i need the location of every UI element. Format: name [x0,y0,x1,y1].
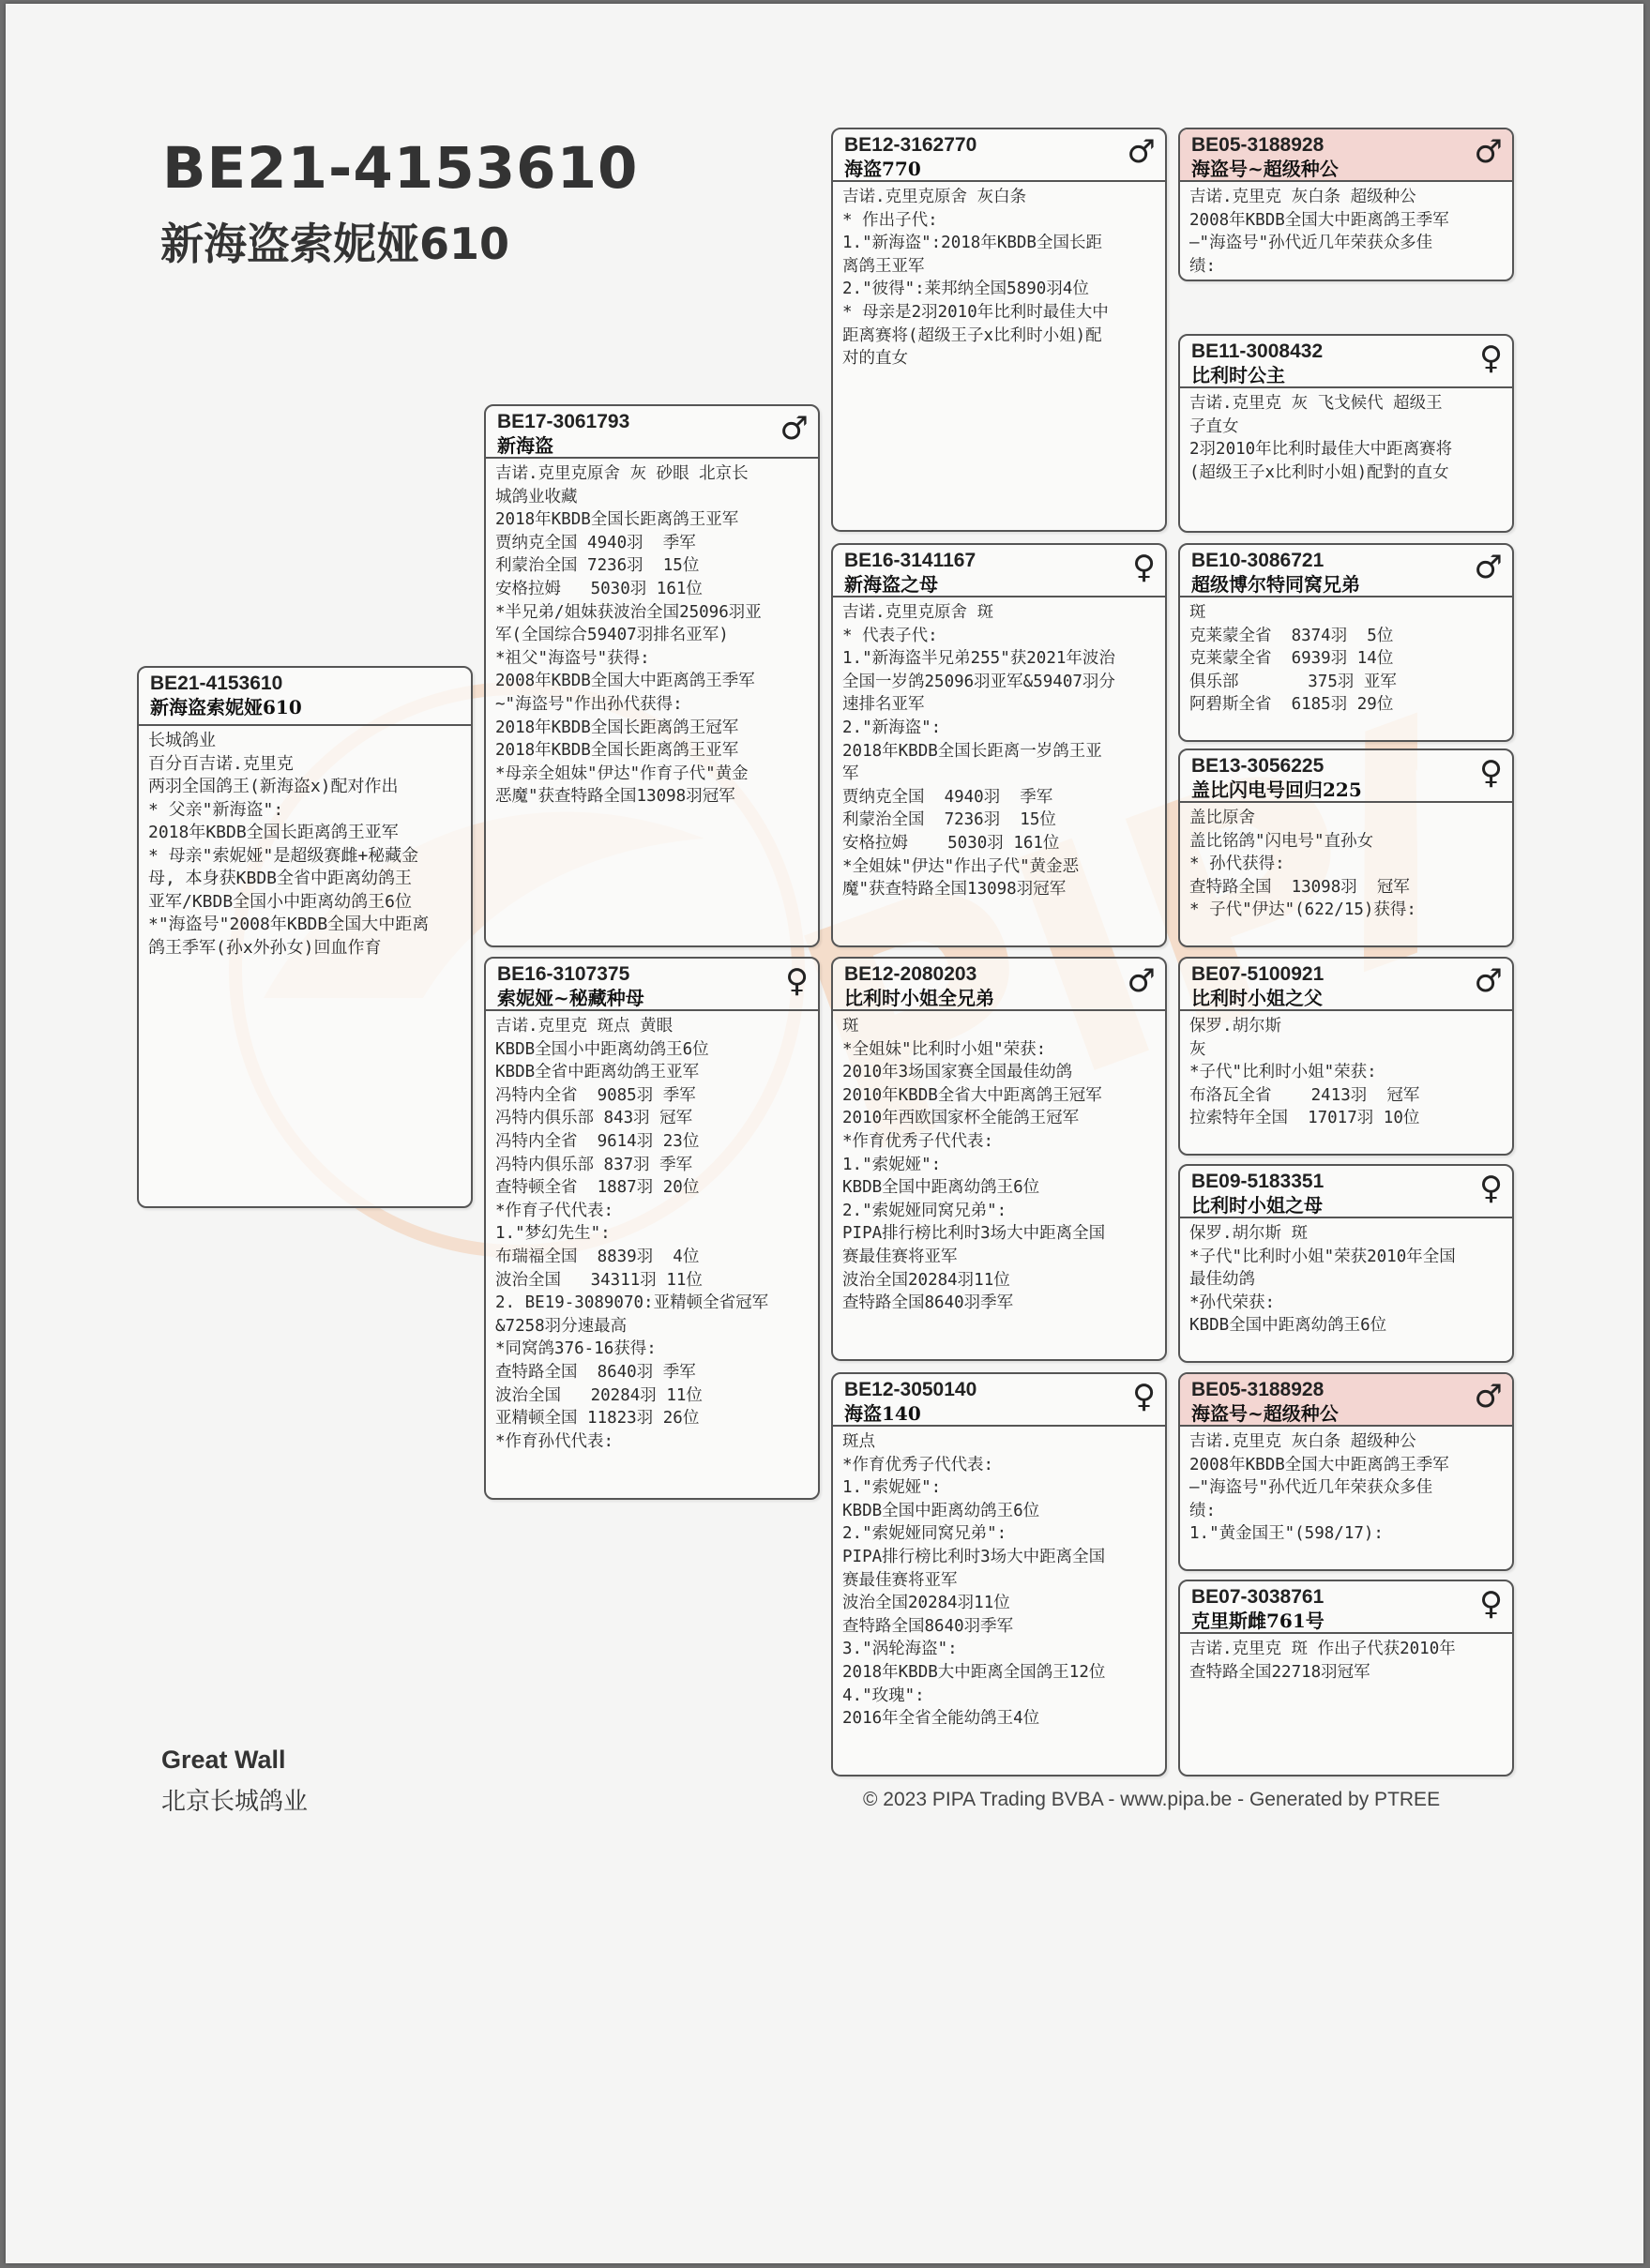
detail-line: 2."索妮娅同窝兄弟": [842,1201,1007,1220]
pigeon-name: 比利时公主 [1191,364,1285,386]
detail-line: 全国一岁鸽25096羽亚军&59407羽分 [842,672,1115,691]
detail-line: 吉诺.克里克 灰白条 超级种公 [1189,188,1416,206]
card-details [1180,388,1512,488]
detail-line: 2008年KBDB全国大中距离鸽王季军 [1189,210,1449,230]
card-header [1180,1581,1512,1634]
detail-line: *"海盗号"2008年KBDB全国大中距离 [148,915,430,934]
ring-number: BE12-2080203 [844,963,977,985]
detail-line: 2."彼得":莱邦纳全国5890羽4位 [842,280,1089,299]
detail-line: 2."新海盗": [842,718,942,737]
ring-number: BE07-5100921 [1191,963,1325,985]
sire-dam-card [831,543,1167,947]
card-details [1180,1634,1512,1687]
detail-line: 查特路全国8640羽季军 [842,1293,1014,1313]
card-details [1180,803,1512,926]
pigeon-name: 海盗号~超级种公 [1191,1402,1339,1425]
pedigree-pigeon-name: 新海盗索妮娅610 [160,219,510,269]
dam-dam-dam-card [1178,1580,1514,1777]
card-header [1180,336,1512,388]
detail-line: (超级王子x比利时小姐)配對的直女 [1189,462,1449,482]
male-icon: ♂ [1474,1378,1503,1415]
detail-line: 吉诺.克里克 灰白条 超级种公 [1189,1432,1416,1451]
card-details [833,597,1165,905]
sire-sire-sire-card [1178,128,1514,281]
card-header [833,129,1165,182]
ring-number: BE12-3050140 [844,1379,977,1400]
detail-line: 2018年KBDB全国长距离鸽王亚军 [495,510,739,530]
breeder-chinese-name: 北京长城鸽业 [161,1788,309,1816]
female-icon: ♀ [1132,1378,1156,1415]
pigeon-name: 索妮娅~秘藏种母 [497,987,644,1009]
detail-line: 吉诺.克里克原舍 灰白条 [842,188,1027,206]
detail-line: 2010年西欧国家杯全能鸽王冠军 [842,1109,1080,1128]
card-header [486,406,818,459]
detail-line: 亚军/KBDB全国小中距离幼鸽王6位 [148,891,413,912]
male-icon: ♂ [1474,549,1503,586]
detail-line: &7258羽分速最高 [495,1316,628,1336]
detail-line: 克莱蒙全省 8374羽 5位 [1189,626,1394,645]
detail-line: 安格拉姆 5030羽 161位 [495,579,703,598]
detail-line: 亚精顿全国 11823羽 26位 [495,1409,700,1429]
ring-number: BE07-3038761 [1191,1586,1325,1608]
detail-line: 两羽全国鸽王(新海盗x)配对作出 [148,777,399,796]
detail-line: 魔"获查特路全国13098羽冠军 [842,880,1067,900]
detail-line: 1."黄金国王"(598/17): [1189,1524,1384,1544]
detail-line: 最佳幼鸽 [1189,1270,1255,1290]
card-header [1180,1166,1512,1218]
detail-line: KBDB全国中距离幼鸽王6位 [842,1178,1040,1198]
detail-line: KBDB全国中距离幼鸽王6位 [842,1501,1040,1520]
detail-line: 冯特内全省 9085羽 季军 [495,1085,696,1105]
detail-line: *母亲全姐妹"伊达"作育子代"黄金 [495,764,749,783]
detail-line: 利蒙治全国 7236羽 15位 [495,556,700,576]
female-icon: ♀ [1479,1585,1503,1623]
detail-line: * 母亲"索妮娅"是超级赛雌+秘藏金 [148,845,419,866]
ring-number: BE12-3162770 [844,134,977,156]
sire-sire-dam-card [1178,334,1514,533]
detail-line: *半兄弟/姐妹获波治全国25096羽亚 [495,602,762,622]
detail-line: 2."索妮娅同窝兄弟": [842,1524,1007,1544]
pigeon-name: 超级博尔特同窝兄弟 [1191,573,1360,596]
dam-sire-sire-card [1178,957,1514,1156]
card-header [1180,1374,1512,1427]
pigeon-name: 海盗号~超级种公 [1191,158,1339,180]
detail-line: 鸽王季军(孙x外孙女)回血作育 [148,937,382,958]
dam-sire-dam-card [1178,1164,1514,1363]
detail-line: 距离赛将(超级王子x比利时小姐)配 [842,325,1102,345]
female-icon: ♀ [1479,754,1503,792]
card-header [1180,959,1512,1011]
female-icon: ♀ [1479,340,1503,377]
male-icon: ♂ [1127,133,1156,171]
detail-line: KBDB全省中距离幼鸽王亚军 [495,1063,700,1082]
sire-card [484,404,820,947]
detail-line: 2016年全省全能幼鸽王4位 [842,1709,1040,1729]
detail-line: * 母亲是2羽2010年比利时最佳大中 [842,302,1109,322]
card-details [1180,182,1512,281]
pigeon-name: 比利时小姐之母 [1191,1194,1323,1217]
card-details [833,182,1165,374]
pigeon-name: 海盗770 [844,158,921,180]
detail-line: 贾纳克全国 4940羽 季军 [495,533,696,552]
card-header [1180,545,1512,597]
detail-line: 保罗.胡尔斯 [1189,1017,1282,1036]
detail-line: —"海盗号"孙代近几年荣获众多佳 [1189,234,1433,253]
detail-line: 盖比铭鸽"闪电号"直孙女 [1189,831,1374,851]
detail-line: 贾纳克全国 4940羽 季军 [842,787,1053,807]
detail-line: 1."梦幻先生": [495,1224,611,1244]
male-icon: ♂ [780,410,809,447]
detail-line: 2018年KBDB大中距离全国鸽王12位 [842,1662,1106,1682]
detail-line: * 代表子代: [842,626,938,645]
detail-line: 查特路全国8640羽季军 [842,1616,1014,1636]
ring-number: BE10-3086721 [1191,550,1325,571]
card-header [486,959,818,1011]
detail-line: 俱乐部 375羽 亚军 [1189,672,1397,691]
sire-sire-card [831,128,1167,532]
detail-line: * 孙代获得: [1189,854,1285,874]
detail-line: 对的直女 [842,349,908,369]
detail-line: 2010年KBDB全省大中距离鸽王冠军 [842,1085,1102,1105]
detail-line: *作育孙代代表: [495,1431,614,1451]
female-icon: ♀ [1132,549,1156,586]
male-icon: ♂ [1474,133,1503,171]
ring-number: BE09-5183351 [1191,1171,1325,1192]
female-icon: ♀ [1479,1170,1503,1207]
detail-line: 布洛瓦全省 2413羽 冠军 [1189,1085,1420,1105]
card-details [139,726,471,963]
pedigree-sheet [6,4,1643,2263]
detail-line: *同窝鸽376-16获得: [495,1339,657,1359]
card-header [833,545,1165,597]
card-header [833,959,1165,1011]
card-header [139,668,471,726]
detail-line: 斑 [1189,603,1206,622]
detail-line: 绩: [1189,1501,1217,1520]
male-icon: ♂ [1127,962,1156,1000]
detail-line: 4."玫瑰": [842,1686,925,1705]
detail-line: 灰 [1189,1039,1206,1059]
sire-dam-dam-card [1178,748,1514,947]
detail-line: 2008年KBDB全国大中距离鸽王季军 [495,672,755,691]
detail-line: 波治全国 34311羽 11位 [495,1270,703,1290]
detail-line: 2. BE19-3089070:亚精顿全省冠军 [495,1293,769,1313]
detail-line: 2018年KBDB全国长距离一岁鸽王亚 [842,741,1102,761]
detail-line: 斑 [842,1017,859,1036]
detail-line: ~"海盗号"作出孙代获得: [495,694,683,714]
detail-line: * 父亲"新海盗": [148,799,284,820]
card-details [833,1427,1165,1734]
detail-line: 绩: [1189,256,1217,276]
card-details [1180,1011,1512,1134]
ring-number: BE21-4153610 [150,673,283,694]
detail-line: 波治全国 20284羽 11位 [495,1385,703,1405]
detail-line: 布瑞福全国 8839羽 4位 [495,1247,700,1266]
card-header [833,1374,1165,1427]
ring-number: BE17-3061793 [497,411,630,432]
detail-line: 吉诺.克里克 斑 作出子代获2010年 [1189,1640,1456,1658]
detail-line: 1."索妮娅": [842,1155,942,1174]
detail-line: 2018年KBDB全国长距离鸽王亚军 [495,741,739,761]
detail-line: 吉诺.克里克 灰 飞戈候代 超级王 [1189,394,1443,413]
detail-line: 冯特内俱乐部 837羽 季军 [495,1155,693,1174]
dam-card [484,957,820,1500]
ring-number: BE05-3188928 [1191,134,1325,156]
detail-line: *子代"比利时小姐"荣获: [1189,1063,1377,1082]
detail-line: *作育优秀子代代表: [842,1131,994,1151]
detail-line: *祖父"海盗号"获得: [495,648,650,668]
pigeon-name: 海盗140 [844,1402,921,1425]
pigeon-name: 新海盗索妮娅610 [150,696,302,718]
card-details [1180,597,1512,720]
detail-line: *全姐妹"比利时小姐"荣获: [842,1039,1047,1059]
detail-line: KBDB全国中距离幼鸽王6位 [1189,1316,1387,1336]
ring-number: BE13-3056225 [1191,755,1325,777]
detail-line: 2羽2010年比利时最佳大中距离赛将 [1189,440,1453,460]
detail-line: 2018年KBDB全国长距离鸽王亚军 [148,823,399,842]
subject-pigeon-card [137,666,473,1208]
detail-line: 军 [842,764,859,784]
detail-line: 阿碧斯全省 6185羽 29位 [1189,695,1394,715]
copyright-line: © 2023 PIPA Trading BVBA - www.pipa.be - Generated by PTREE [863,1789,1441,1810]
detail-line: 城鸽业收藏 [495,487,578,507]
detail-line: PIPA排行榜比利时3场大中距离全国 [842,1547,1106,1566]
ring-number: BE11-3008432 [1191,340,1324,362]
detail-line: 离鸽王亚军 [842,256,925,276]
detail-line: 吉诺.克里克原舍 斑 [842,603,994,622]
detail-line: —"海盗号"孙代近几年荣获众多佳 [1189,1478,1433,1498]
detail-line: 速排名亚军 [842,695,925,715]
detail-line: *全姐妹"伊达"作出子代"黄金恶 [842,856,1080,876]
card-details [1180,1218,1512,1341]
detail-line: 冯特内全省 9614羽 23位 [495,1131,700,1151]
detail-line: 军(全国综合59407羽排名亚军) [495,626,729,645]
detail-line: 子直女 [1189,416,1239,436]
detail-line: 2018年KBDB全国长距离鸽王冠军 [495,718,739,737]
dam-dam-sire-card [1178,1372,1514,1571]
detail-line: 保罗.胡尔斯 斑 [1189,1224,1309,1243]
dam-dam-card [831,1372,1167,1777]
card-details [486,459,818,812]
pedigree-ring-number: BE21-4153610 [162,135,639,202]
detail-line: 安格拉姆 5030羽 161位 [842,833,1060,853]
card-details [486,1011,818,1457]
detail-line: *作育优秀子代代表: [842,1455,994,1474]
ring-number: BE05-3188928 [1191,1379,1325,1400]
dam-sire-card [831,957,1167,1361]
detail-line: 冯特内俱乐部 843羽 冠军 [495,1109,693,1128]
detail-line: *孙代荣获: [1189,1293,1276,1312]
pigeon-name: 比利时小姐全兄弟 [844,987,994,1009]
card-header [1180,129,1512,182]
detail-line: 查特路全国 8640羽 季军 [495,1362,696,1382]
detail-line: 查特路全国22718羽冠军 [1189,1662,1370,1682]
detail-line: 波治全国20284羽11位 [842,1270,1010,1290]
detail-line: 拉索特年全国 17017羽 10位 [1189,1109,1420,1128]
detail-line: 2008年KBDB全国大中距离鸽王季军 [1189,1455,1449,1474]
male-icon: ♂ [1474,962,1503,1000]
detail-line: 赛最佳赛将亚军 [842,1570,958,1590]
detail-line: 斑点 [842,1432,875,1451]
pigeon-name: 比利时小姐之父 [1191,987,1323,1009]
detail-line: 吉诺.克里克原舍 灰 砂眼 北京长 [495,464,749,483]
detail-line: KBDB全国小中距离幼鸽王6位 [495,1039,709,1059]
detail-line: 1."新海盗":2018年KBDB全国长距 [842,234,1102,253]
detail-line: 波治全国20284羽11位 [842,1594,1010,1613]
pigeon-name: 新海盗 [497,434,553,457]
detail-line: 母, 本身获KBDB全省中距离幼鸽王 [148,869,413,888]
detail-line: *作育子代代表: [495,1201,614,1220]
detail-line: 查特路全国 13098羽 冠军 [1189,877,1410,897]
detail-line: 克莱蒙全省 6939羽 14位 [1189,649,1394,669]
detail-line: 吉诺.克里克 斑点 黄眼 [495,1017,674,1036]
detail-line: 查特顿全省 1887羽 20位 [495,1178,700,1198]
detail-line: 2010年3场国家赛全国最佳幼鸽 [842,1063,1073,1082]
card-details [1180,1427,1512,1550]
detail-line: * 子代"伊达"(622/15)获得: [1189,900,1416,920]
sire-dam-sire-card [1178,543,1514,742]
female-icon: ♀ [785,962,809,1000]
detail-line: *子代"比利时小姐"荣获2010年全国 [1189,1247,1456,1266]
detail-line: 3."涡轮海盗": [842,1640,958,1659]
detail-line: 1."索妮娅": [842,1478,942,1498]
card-header [1180,750,1512,803]
pigeon-name: 盖比闪电号回归225 [1191,779,1362,801]
detail-line: 盖比原舍 [1189,809,1255,827]
detail-line: PIPA排行榜比利时3场大中距离全国 [842,1224,1106,1244]
detail-line: 恶魔"获查特路全国13098羽冠军 [495,787,735,807]
ring-number: BE16-3141167 [844,550,976,571]
detail-line: 赛最佳赛将亚军 [842,1247,958,1266]
detail-line: 百分百吉诺.克里克 [148,753,294,774]
breeder-name: Great Wall [161,1746,286,1774]
detail-line: 利蒙治全国 7236羽 15位 [842,810,1056,830]
pigeon-name: 克里斯雌761号 [1191,1610,1325,1632]
card-details [833,1011,1165,1319]
detail-line [1189,278,1505,281]
detail-line: 1."新海盗半兄弟255"获2021年波治 [842,649,1115,669]
ring-number: BE16-3107375 [497,963,630,985]
detail-line: * 作出子代: [842,210,938,230]
pigeon-name: 新海盗之母 [844,573,938,596]
detail-line: 长城鸽业 [148,731,216,750]
